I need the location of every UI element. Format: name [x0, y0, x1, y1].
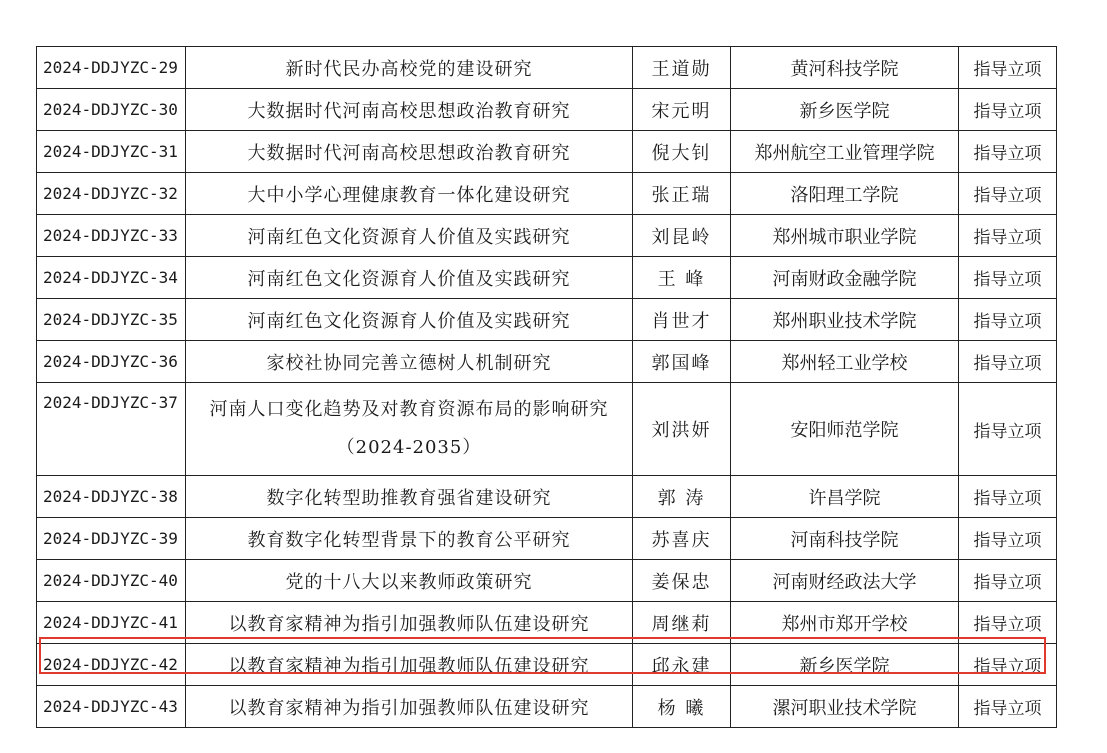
- project-institution: 河南财政金融学院: [731, 257, 959, 299]
- project-code: 2024-DDJYZC-40: [37, 560, 186, 602]
- project-institution: 河南科技学院: [731, 518, 959, 560]
- project-topic: 以教育家精神为指引加强教师队伍建设研究: [186, 602, 633, 644]
- project-code: 2024-DDJYZC-32: [37, 173, 186, 215]
- project-leader: 姜保忠: [633, 560, 731, 602]
- table-row-highlighted: [37, 644, 1057, 686]
- project-leader: 郭国峰: [633, 341, 731, 383]
- table-row: [37, 686, 1057, 728]
- table-row: [37, 299, 1057, 341]
- project-topic: 新时代民办高校党的建设研究: [186, 47, 633, 89]
- project-code: 2024-DDJYZC-41: [37, 602, 186, 644]
- project-code: 2024-DDJYZC-43: [37, 686, 186, 728]
- project-topic: 数字化转型助推教育强省建设研究: [186, 476, 633, 518]
- project-institution: 安阳师范学院: [731, 383, 959, 476]
- project-code: 2024-DDJYZC-36: [37, 341, 186, 383]
- project-institution: 黄河科技学院: [731, 47, 959, 89]
- project-table: [36, 46, 1057, 728]
- project-status: 指导立项: [959, 560, 1057, 602]
- project-topic: 大数据时代河南高校思想政治教育研究: [186, 131, 633, 173]
- project-topic: 河南红色文化资源育人价值及实践研究: [186, 257, 633, 299]
- table-row: [37, 89, 1057, 131]
- project-topic: 家校社协同完善立德树人机制研究: [186, 341, 633, 383]
- project-code: 2024-DDJYZC-37: [37, 383, 186, 476]
- project-leader: 郭 涛: [633, 476, 731, 518]
- project-institution: 许昌学院: [731, 476, 959, 518]
- project-institution: 新乡医学院: [731, 89, 959, 131]
- project-institution: 郑州城市职业学院: [731, 215, 959, 257]
- project-status: 指导立项: [959, 131, 1057, 173]
- project-institution: 新乡医学院: [731, 644, 959, 686]
- project-code: 2024-DDJYZC-35: [37, 299, 186, 341]
- project-leader: 苏喜庆: [633, 518, 731, 560]
- project-leader: 刘昆岭: [633, 215, 731, 257]
- project-leader: 刘洪妍: [633, 383, 731, 476]
- project-status: 指导立项: [959, 89, 1057, 131]
- project-status: 指导立项: [959, 299, 1057, 341]
- table-row: [37, 518, 1057, 560]
- project-code: 2024-DDJYZC-31: [37, 131, 186, 173]
- project-institution: 洛阳理工学院: [731, 173, 959, 215]
- project-status: 指导立项: [959, 215, 1057, 257]
- project-institution: 漯河职业技术学院: [731, 686, 959, 728]
- project-status: 指导立项: [959, 257, 1057, 299]
- project-topic: 河南红色文化资源育人价值及实践研究: [186, 215, 633, 257]
- project-leader: 肖世才: [633, 299, 731, 341]
- project-code: 2024-DDJYZC-30: [37, 89, 186, 131]
- table-row: [37, 476, 1057, 518]
- table-row: [37, 341, 1057, 383]
- project-code: 2024-DDJYZC-38: [37, 476, 186, 518]
- project-institution: 郑州航空工业管理学院: [731, 131, 959, 173]
- project-code: 2024-DDJYZC-42: [37, 644, 186, 686]
- project-topic: 大中小学心理健康教育一体化建设研究: [186, 173, 633, 215]
- table-row: [37, 215, 1057, 257]
- project-leader: 王 峰: [633, 257, 731, 299]
- project-leader: 杨 曦: [633, 686, 731, 728]
- project-table-body: [37, 47, 1057, 728]
- project-status: 指导立项: [959, 518, 1057, 560]
- project-status: 指导立项: [959, 173, 1057, 215]
- table-row: [37, 383, 1057, 476]
- project-status: 指导立项: [959, 341, 1057, 383]
- project-status: 指导立项: [959, 383, 1057, 476]
- project-leader: 宋元明: [633, 89, 731, 131]
- table-row: [37, 173, 1057, 215]
- table-row: [37, 131, 1057, 173]
- project-code: 2024-DDJYZC-34: [37, 257, 186, 299]
- project-code: 2024-DDJYZC-29: [37, 47, 186, 89]
- project-institution: 郑州轻工业学校: [731, 341, 959, 383]
- project-leader: 倪大钊: [633, 131, 731, 173]
- table-row: [37, 257, 1057, 299]
- project-status: 指导立项: [959, 644, 1057, 686]
- project-status: 指导立项: [959, 686, 1057, 728]
- project-leader: 王道勋: [633, 47, 731, 89]
- table-row: [37, 602, 1057, 644]
- project-leader: 张正瑞: [633, 173, 731, 215]
- project-topic: 河南红色文化资源育人价值及实践研究: [186, 299, 633, 341]
- project-leader: 邱永建: [633, 644, 731, 686]
- project-topic: 以教育家精神为指引加强教师队伍建设研究: [186, 686, 633, 728]
- project-status: 指导立项: [959, 602, 1057, 644]
- project-institution: 郑州市郑开学校: [731, 602, 959, 644]
- project-code: 2024-DDJYZC-33: [37, 215, 186, 257]
- project-topic: 大数据时代河南高校思想政治教育研究: [186, 89, 633, 131]
- table-row: [37, 560, 1057, 602]
- project-topic: 教育数字化转型背景下的教育公平研究: [186, 518, 633, 560]
- project-topic: 以教育家精神为指引加强教师队伍建设研究: [186, 644, 633, 686]
- project-status: 指导立项: [959, 476, 1057, 518]
- project-institution: 河南财经政法大学: [731, 560, 959, 602]
- project-institution: 郑州职业技术学院: [731, 299, 959, 341]
- project-topic: 河南人口变化趋势及对教育资源布局的影响研究（2024-2035）: [186, 383, 633, 476]
- table-row: [37, 47, 1057, 89]
- project-status: 指导立项: [959, 47, 1057, 89]
- project-topic: 党的十八大以来教师政策研究: [186, 560, 633, 602]
- project-code: 2024-DDJYZC-39: [37, 518, 186, 560]
- project-leader: 周继莉: [633, 602, 731, 644]
